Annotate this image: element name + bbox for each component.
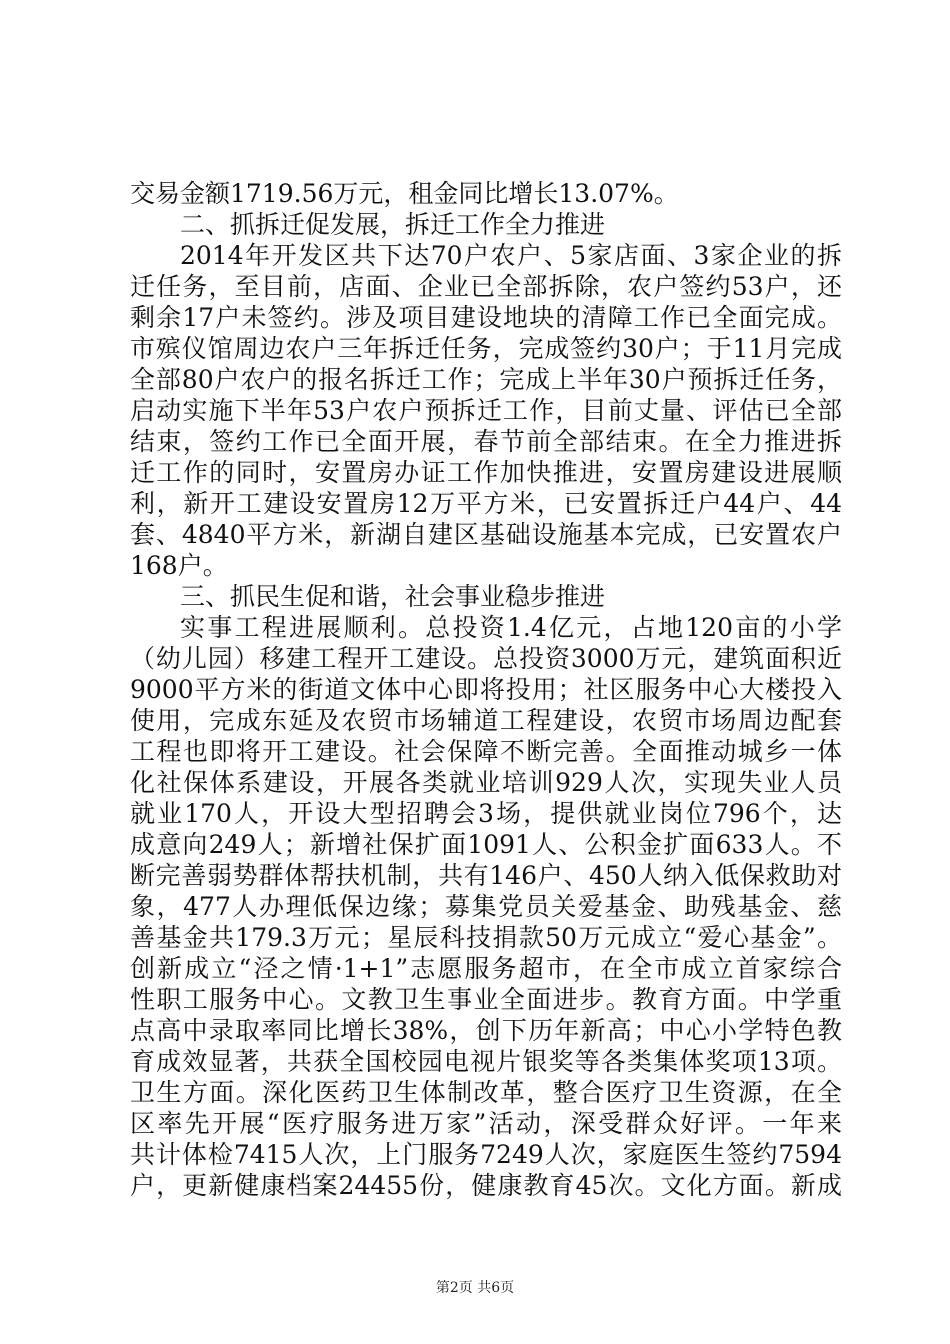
text-line: 启动实施下半年53户农户预拆迁工作，目前丈量、评估已全部 (130, 396, 842, 425)
text-line: 卫生方面。深化医药卫生体制改革，整合医疗卫生资源，在全 (130, 1078, 842, 1107)
text-line: 工程也即将开工建设。社会保障不断完善。全面推动城乡一体 (130, 737, 842, 766)
text-line: 育成效显著，共获全国校园电视片银奖等各类集体奖项13项。 (130, 1047, 842, 1076)
text-line: 区率先开展“医疗服务进万家”活动，深受群众好评。一年来 (130, 1109, 842, 1138)
text-line: 性职工服务中心。文教卫生事业全面进步。教育方面。中学重 (130, 985, 842, 1014)
section-heading: 二、抓拆迁促发展，拆迁工作全力推进 (180, 210, 606, 239)
text-line: 共计体检7415人次，上门服务7249人次，家庭医生签约7594 (130, 1140, 842, 1169)
text-line: 创新成立“泾之情·1+1”志愿服务超市，在全市成立首家综合 (130, 954, 842, 983)
text-line: 全部80户农户的报名拆迁工作；完成上半年30户预拆迁任务， (130, 365, 842, 394)
text-line: 点高中录取率同比增长38%，创下历年新高；中心小学特色教 (130, 1016, 842, 1045)
text-line: 168户。 (130, 551, 228, 580)
text-line: 9000平方米的街道文体中心即将投用；社区服务中心大楼投入 (130, 675, 842, 704)
text-line: 结束，签约工作已全面开展，春节前全部结束。在全力推进拆 (130, 427, 842, 456)
text-line: 就业170人，开设大型招聘会3场，提供就业岗位796个，达 (130, 799, 842, 828)
section-heading: 三、抓民生促和谐，社会事业稳步推进 (180, 582, 606, 611)
text-line: 交易金额1719.56万元，租金同比增长13.07%。 (130, 179, 679, 208)
text-line: 断完善弱势群体帮扶机制，共有146户、450人纳入低保救助对 (130, 861, 842, 890)
text-line: 户，更新健康档案24455份，健康教育45次。文化方面。新成 (130, 1171, 842, 1200)
document-body (130, 178, 842, 1201)
text-line: 迁任务，至目前，店面、企业已全部拆除，农户签约53户，还 (130, 272, 842, 301)
text-line: 2014年开发区共下达70户农户、5家店面、3家企业的拆 (180, 241, 842, 270)
text-line: （幼儿园）移建工程开工建设。总投资3000万元，建筑面积近 (130, 644, 842, 673)
text-line: 实事工程进展顺利。总投资1.4亿元，占地120亩的小学 (180, 613, 842, 642)
text-line: 成意向249人；新增社保扩面1091人、公积金扩面633人。不 (130, 830, 842, 859)
page-number-footer: 第2页 共6页 (435, 1280, 515, 1296)
text-line: 利，新开工建设安置房12万平方米，已安置拆迁户44户、44 (130, 489, 842, 518)
text-line: 套、4840平方米，新湖自建区基础设施基本完成，已安置农户 (130, 520, 842, 549)
text-line: 剩余17户未签约。涉及项目建设地块的清障工作已全面完成。 (130, 303, 842, 332)
text-line: 象，477人办理低保边缘；募集党员关爱基金、助残基金、慈 (130, 892, 842, 921)
text-line: 化社保体系建设，开展各类就业培训929人次，实现失业人员 (130, 768, 842, 797)
text-line: 迁工作的同时，安置房办证工作加快推进，安置房建设进展顺 (130, 458, 842, 487)
text-line: 使用，完成东延及农贸市场辅道工程建设，农贸市场周边配套 (130, 706, 842, 735)
text-line: 市殡仪馆周边农户三年拆迁任务，完成签约30户；于11月完成 (130, 334, 842, 363)
text-line: 善基金共179.3万元；星辰科技捐款50万元成立“爱心基金”。 (130, 923, 842, 952)
